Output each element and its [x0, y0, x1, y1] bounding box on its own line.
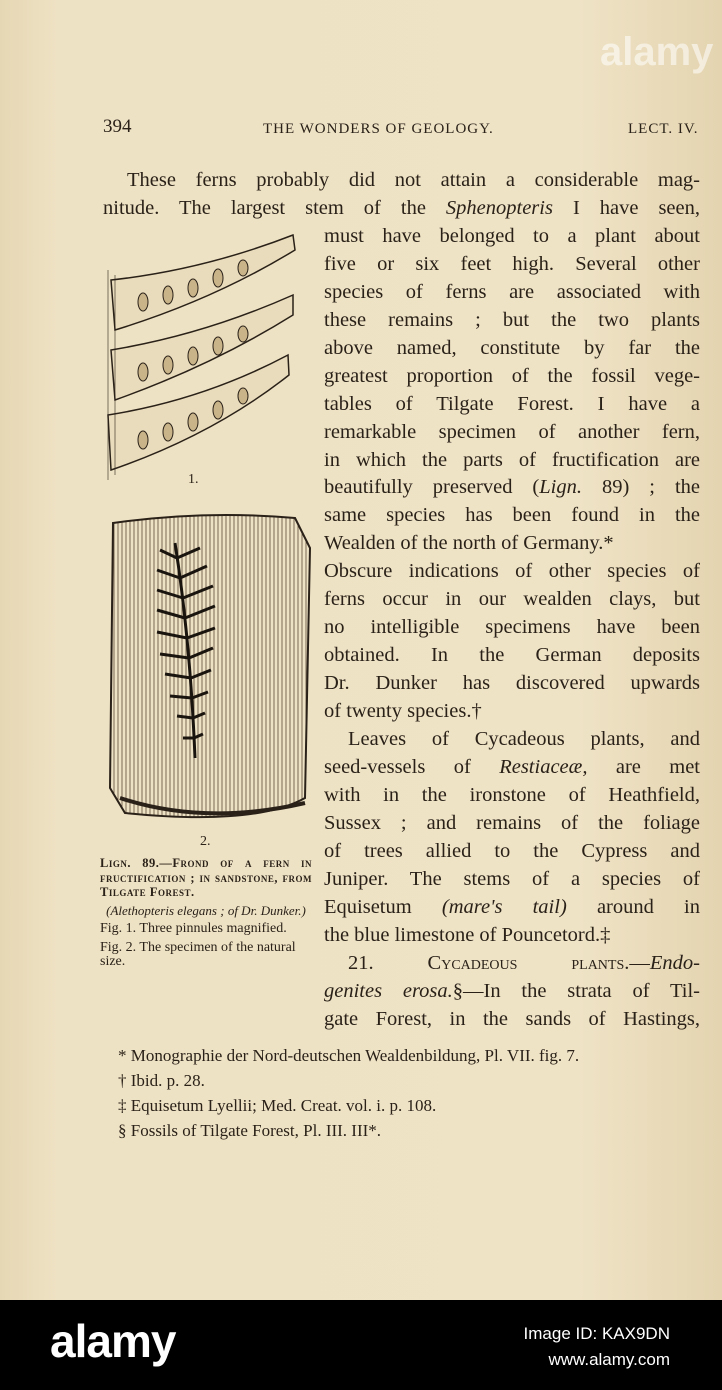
- text-segment: with in the ironstone of Heathfield,: [324, 783, 700, 806]
- text-line: [324, 865, 700, 893]
- text-line: [127, 166, 700, 194]
- text-segment: gate Forest, in the sands of Hastings,: [324, 1007, 700, 1030]
- footnote: ‡ Equisetum Lyellii; Med. Creat. vol. i. p. 108.: [118, 1096, 437, 1115]
- text-line: [324, 501, 700, 529]
- text-line: [324, 977, 700, 1005]
- text-line: [324, 334, 700, 362]
- text-line: [324, 697, 700, 725]
- text-segment: Restiaceæ,: [499, 755, 588, 778]
- watermark-logo: alamy: [600, 30, 714, 74]
- text-line: [324, 837, 700, 865]
- figure-2-specimen: [105, 508, 315, 828]
- text-segment: species of ferns are associated with: [324, 280, 700, 303]
- footnote: § Fossils of Tilgate Forest, Pl. III. III*.: [118, 1121, 382, 1140]
- text-segment: same species has been found in the: [324, 504, 700, 527]
- text-segment: five or six feet high. Several other: [324, 252, 700, 275]
- text-segment: (mare's tail): [441, 895, 567, 918]
- text-segment: around in: [566, 895, 701, 918]
- text-line: [324, 473, 700, 501]
- figure-1-pinnules: [103, 230, 298, 480]
- text-segment: of twenty species.†: [324, 700, 482, 723]
- text-segment: These ferns probably did not attain a considerable mag-: [127, 169, 700, 191]
- text-line: [324, 529, 700, 557]
- text-line: [324, 390, 700, 418]
- caption-fig1: Fig. 1. Three pinnules magnified.: [100, 921, 287, 936]
- running-title: THE WONDERS OF GEOLOGY.: [263, 121, 494, 137]
- text-segment: §—In the strata of Til-: [452, 979, 700, 1002]
- text-segment: seed-vessels of: [324, 755, 500, 778]
- text-segment: above named, constitute by far the: [324, 336, 700, 359]
- text-segment: Juniper. The stems of a species of: [324, 867, 700, 890]
- figure-1-label: 1.: [188, 472, 199, 487]
- text-line: [324, 669, 700, 697]
- text-segment: these remains ; but the two plants: [324, 308, 700, 331]
- image-id: Image ID: KAX9DN: [523, 1324, 670, 1343]
- text-segment: I have seen,: [552, 196, 700, 219]
- text-line: [324, 921, 700, 949]
- watermark-bar: [0, 1300, 722, 1390]
- text-segment: Dr. Dunker has discovered upwards: [324, 672, 700, 695]
- caption-fig2: Fig. 2. The specimen of the natural size.: [100, 939, 296, 969]
- text-line: [324, 250, 700, 278]
- footnote: † Ibid. p. 28.: [118, 1071, 205, 1090]
- text-line: [324, 1005, 700, 1033]
- section-label: LECT. IV.: [628, 121, 699, 137]
- text-segment: Equisetum: [324, 895, 442, 918]
- text-segment: 89) ; the: [582, 476, 700, 499]
- text-segment: nitude. The largest stem of the: [103, 196, 446, 219]
- text-segment: ferns occur in our wealden clays, but: [324, 588, 700, 611]
- text-segment: of trees allied to the Cypress and: [324, 839, 700, 862]
- alamy-url: www.alamy.com: [548, 1350, 670, 1369]
- text-segment: Lign.: [539, 476, 582, 499]
- figure-2-label: 2.: [200, 834, 211, 849]
- text-line: [103, 194, 700, 222]
- text-segment: the blue limestone of Pouncetord.‡: [324, 923, 611, 946]
- text-segment: 21. Cycadeous plants.—: [348, 951, 650, 974]
- text-segment: Leaves of Cycadeous plants, and: [348, 728, 700, 750]
- text-line: [324, 613, 700, 641]
- figure-caption: [100, 856, 312, 974]
- text-line: [324, 278, 700, 306]
- text-segment: Sussex ; and remains of the foliage: [324, 811, 700, 834]
- text-segment: remarkable specimen of another fern,: [324, 420, 700, 443]
- text-segment: in which the parts of fructification are: [324, 448, 700, 471]
- text-segment: Obscure indications of other species of: [324, 560, 700, 583]
- footnote: * Monographie der Nord-deutschen Wealdenbildung, Pl. VII. fig. 7.: [118, 1046, 580, 1065]
- text-segment: must have belonged to a plant about: [324, 224, 700, 247]
- text-line: [324, 418, 700, 446]
- text-segment: no intelligible specimens have been: [324, 616, 700, 639]
- text-line: [324, 781, 700, 809]
- text-segment: greatest proportion of the fossil vege-: [324, 364, 700, 387]
- text-segment: Sphenopteris: [445, 196, 553, 219]
- text-line: [348, 949, 700, 977]
- text-segment: tables of Tilgate Forest. I have a: [324, 392, 700, 415]
- text-line: [348, 725, 700, 753]
- text-line: [324, 809, 700, 837]
- text-line: [324, 753, 700, 781]
- text-segment: are met: [587, 755, 701, 778]
- text-segment: beautifully preserved (: [324, 476, 540, 499]
- text-line: [324, 306, 700, 334]
- text-segment: Wealden of the north of Germany.*: [324, 532, 614, 555]
- page-number: 394: [103, 116, 132, 137]
- text-line: [324, 362, 700, 390]
- text-segment: Endo-: [649, 951, 700, 974]
- text-line: [324, 446, 700, 474]
- caption-title-text: Lign. 89.—Frond of a fern in fructification ; in sandstone, from Tilgate Forest.: [100, 856, 312, 899]
- text-line: [324, 557, 700, 585]
- text-line: [324, 222, 700, 250]
- caption-species: (Alethopteris elegans ; of Dr. Dunker.): [106, 902, 306, 918]
- text-segment: obtained. In the German deposits: [324, 644, 700, 667]
- text-segment: genites erosa.: [324, 979, 453, 1002]
- text-line: [324, 641, 700, 669]
- text-line: [324, 585, 700, 613]
- text-line: [324, 893, 700, 921]
- caption-title: [100, 856, 312, 900]
- alamy-logo: alamy: [50, 1315, 176, 1367]
